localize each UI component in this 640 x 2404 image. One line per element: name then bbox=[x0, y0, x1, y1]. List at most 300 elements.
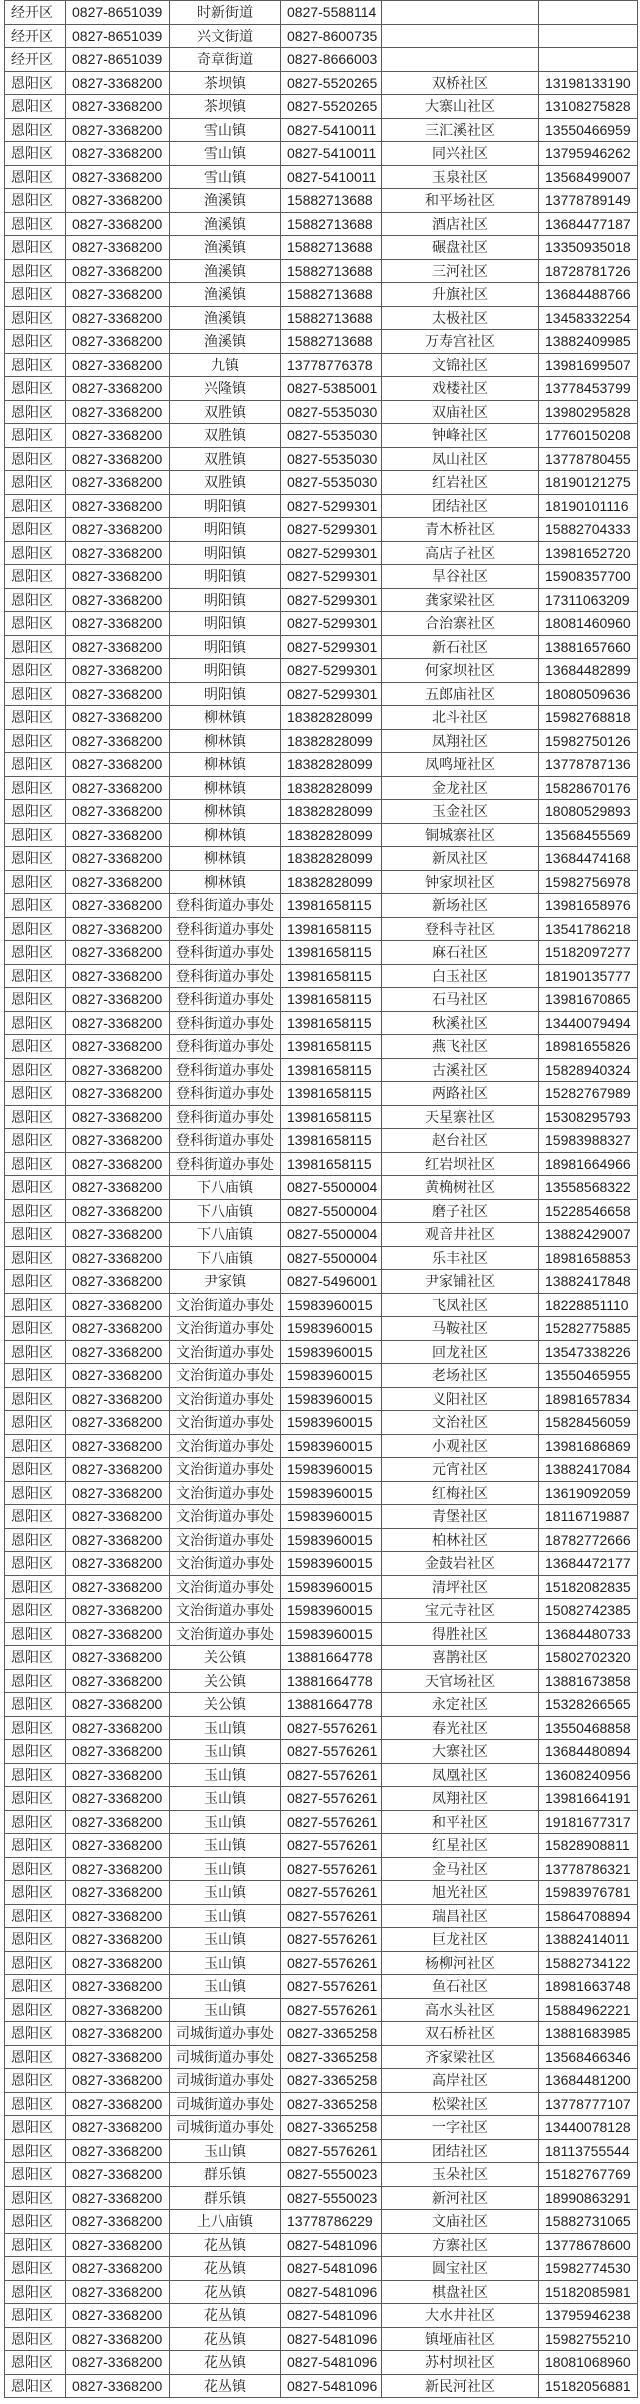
district-phone-cell: 0827-3368200 bbox=[66, 2046, 170, 2070]
town-cell: 玉山镇 bbox=[170, 1928, 281, 1952]
district-cell: 恩阳区 bbox=[5, 1129, 66, 1153]
town-cell: 明阳镇 bbox=[170, 589, 281, 613]
district-phone-cell: 0827-3368200 bbox=[66, 730, 170, 754]
town-phone-cell: 13981658115 bbox=[281, 918, 382, 942]
district-phone-cell: 0827-3368200 bbox=[66, 72, 170, 96]
district-phone-cell: 0827-3368200 bbox=[66, 1952, 170, 1976]
district-cell: 恩阳区 bbox=[5, 683, 66, 707]
town-cell: 下八庙镇 bbox=[170, 1247, 281, 1271]
town-phone-cell: 0827-8666003 bbox=[281, 48, 382, 72]
community-phone-cell: 15982768818 bbox=[539, 706, 638, 730]
town-cell: 双胜镇 bbox=[170, 471, 281, 495]
district-cell: 恩阳区 bbox=[5, 2116, 66, 2140]
community-cell: 苏村坝社区 bbox=[382, 2351, 539, 2375]
district-cell: 恩阳区 bbox=[5, 636, 66, 660]
district-cell: 恩阳区 bbox=[5, 1623, 66, 1647]
table-row bbox=[5, 988, 638, 1012]
community-phone-cell: 18081460960 bbox=[539, 612, 638, 636]
district-phone-cell: 0827-3368200 bbox=[66, 1975, 170, 1999]
district-cell: 恩阳区 bbox=[5, 589, 66, 613]
district-cell: 恩阳区 bbox=[5, 1529, 66, 1553]
district-phone-cell: 0827-3368200 bbox=[66, 1435, 170, 1459]
town-phone-cell: 0827-5299301 bbox=[281, 518, 382, 542]
town-phone-cell: 0827-5588114 bbox=[281, 1, 382, 25]
district-phone-cell: 0827-3368200 bbox=[66, 965, 170, 989]
district-phone-cell: 0827-3368200 bbox=[66, 894, 170, 918]
town-cell: 雪山镇 bbox=[170, 119, 281, 143]
district-cell: 恩阳区 bbox=[5, 1388, 66, 1412]
community-phone-cell: 15182056881 bbox=[539, 2375, 638, 2399]
district-phone-cell: 0827-3368200 bbox=[66, 119, 170, 143]
district-phone-cell: 0827-3368200 bbox=[66, 659, 170, 683]
town-phone-cell: 0827-5299301 bbox=[281, 565, 382, 589]
table-row bbox=[5, 2116, 638, 2140]
community-cell: 方寨社区 bbox=[382, 2234, 539, 2258]
table-row bbox=[5, 730, 638, 754]
community-cell: 镇垭庙社区 bbox=[382, 2328, 539, 2352]
community-phone-cell: 15864708894 bbox=[539, 1905, 638, 1929]
table-row bbox=[5, 72, 638, 96]
town-cell: 渔溪镇 bbox=[170, 189, 281, 213]
community-phone-cell: 13558568322 bbox=[539, 1176, 638, 1200]
district-cell: 经开区 bbox=[5, 48, 66, 72]
town-phone-cell: 13778776378 bbox=[281, 354, 382, 378]
town-phone-cell: 18382828099 bbox=[281, 753, 382, 777]
district-cell: 恩阳区 bbox=[5, 2351, 66, 2375]
community-phone-cell: 15983988327 bbox=[539, 1129, 638, 1153]
district-cell: 恩阳区 bbox=[5, 1270, 66, 1294]
district-phone-cell: 0827-3368200 bbox=[66, 354, 170, 378]
community-cell: 钟峰社区 bbox=[382, 424, 539, 448]
town-phone-cell: 13881664778 bbox=[281, 1693, 382, 1717]
town-cell: 登科街道办事处 bbox=[170, 941, 281, 965]
table-row bbox=[5, 495, 638, 519]
community-cell: 杨柳河社区 bbox=[382, 1952, 539, 1976]
town-cell: 文治街道办事处 bbox=[170, 1576, 281, 1600]
town-phone-cell: 0827-3365258 bbox=[281, 2046, 382, 2070]
table-row bbox=[5, 471, 638, 495]
district-cell: 恩阳区 bbox=[5, 2375, 66, 2399]
district-phone-cell: 0827-3368200 bbox=[66, 1247, 170, 1271]
community-cell: 旱谷社区 bbox=[382, 565, 539, 589]
district-phone-cell: 0827-8651039 bbox=[66, 25, 170, 49]
community-phone-cell: 13882429007 bbox=[539, 1223, 638, 1247]
community-phone-cell: 15328266565 bbox=[539, 1693, 638, 1717]
district-cell: 恩阳区 bbox=[5, 2187, 66, 2211]
district-phone-cell: 0827-3368200 bbox=[66, 1646, 170, 1670]
community-cell: 玉金社区 bbox=[382, 800, 539, 824]
town-cell: 文治街道办事处 bbox=[170, 1482, 281, 1506]
town-phone-cell: 13981658115 bbox=[281, 1012, 382, 1036]
community-phone-cell: 13568466346 bbox=[539, 2046, 638, 2070]
town-phone-cell: 0827-5535030 bbox=[281, 471, 382, 495]
community-cell: 和平社区 bbox=[382, 1811, 539, 1835]
community-phone-cell: 15983976781 bbox=[539, 1881, 638, 1905]
town-phone-cell: 15983960015 bbox=[281, 1576, 382, 1600]
district-phone-cell: 0827-3368200 bbox=[66, 1881, 170, 1905]
district-cell: 恩阳区 bbox=[5, 1012, 66, 1036]
table-row bbox=[5, 659, 638, 683]
district-cell: 恩阳区 bbox=[5, 142, 66, 166]
town-cell: 花丛镇 bbox=[170, 2351, 281, 2375]
town-cell: 登科街道办事处 bbox=[170, 1012, 281, 1036]
community-cell: 钟家坝社区 bbox=[382, 871, 539, 895]
community-cell: 白玉社区 bbox=[382, 965, 539, 989]
town-phone-cell: 0827-5576261 bbox=[281, 1928, 382, 1952]
town-phone-cell: 15983960015 bbox=[281, 1623, 382, 1647]
district-cell: 恩阳区 bbox=[5, 965, 66, 989]
community-phone-cell: 13619092059 bbox=[539, 1482, 638, 1506]
town-cell: 登科街道办事处 bbox=[170, 1059, 281, 1083]
community-cell: 新凤社区 bbox=[382, 847, 539, 871]
community-cell: 马鞍社区 bbox=[382, 1317, 539, 1341]
community-phone-cell bbox=[539, 48, 638, 72]
community-cell: 高水头社区 bbox=[382, 1999, 539, 2023]
district-cell: 恩阳区 bbox=[5, 1811, 66, 1835]
table-row bbox=[5, 1364, 638, 1388]
community-phone-cell: 13458332254 bbox=[539, 307, 638, 331]
town-cell: 登科街道办事处 bbox=[170, 1153, 281, 1177]
table-row bbox=[5, 95, 638, 119]
district-phone-cell: 0827-3368200 bbox=[66, 189, 170, 213]
community-cell: 松梁社区 bbox=[382, 2093, 539, 2117]
town-phone-cell: 15983960015 bbox=[281, 1458, 382, 1482]
table-row bbox=[5, 589, 638, 613]
town-phone-cell: 15983960015 bbox=[281, 1411, 382, 1435]
community-cell: 秋溪社区 bbox=[382, 1012, 539, 1036]
community-cell: 春光社区 bbox=[382, 1717, 539, 1741]
community-cell: 圆宝社区 bbox=[382, 2257, 539, 2281]
community-cell: 齐家梁社区 bbox=[382, 2046, 539, 2070]
table-row bbox=[5, 1153, 638, 1177]
town-phone-cell: 0827-5496001 bbox=[281, 1270, 382, 1294]
town-cell: 文治街道办事处 bbox=[170, 1458, 281, 1482]
table-row bbox=[5, 1223, 638, 1247]
community-cell: 大水井社区 bbox=[382, 2304, 539, 2328]
district-cell: 恩阳区 bbox=[5, 1106, 66, 1130]
table-row bbox=[5, 48, 638, 72]
community-cell: 同兴社区 bbox=[382, 142, 539, 166]
community-phone-cell: 15884962221 bbox=[539, 1999, 638, 2023]
community-phone-cell bbox=[539, 1, 638, 25]
district-phone-cell: 0827-3368200 bbox=[66, 871, 170, 895]
community-cell: 红星社区 bbox=[382, 1834, 539, 1858]
town-phone-cell: 15983960015 bbox=[281, 1505, 382, 1529]
district-phone-cell: 0827-3368200 bbox=[66, 260, 170, 284]
community-phone-cell: 13778453799 bbox=[539, 377, 638, 401]
district-cell: 恩阳区 bbox=[5, 1764, 66, 1788]
community-phone-cell: 18981664966 bbox=[539, 1153, 638, 1177]
table-row bbox=[5, 2163, 638, 2187]
district-phone-cell: 0827-3368200 bbox=[66, 2093, 170, 2117]
district-cell: 恩阳区 bbox=[5, 1881, 66, 1905]
community-cell: 五郎庙社区 bbox=[382, 683, 539, 707]
town-phone-cell: 0827-5576261 bbox=[281, 1740, 382, 1764]
community-cell: 回龙社区 bbox=[382, 1341, 539, 1365]
community-cell: 新河社区 bbox=[382, 2187, 539, 2211]
community-phone-cell: 15308295793 bbox=[539, 1106, 638, 1130]
community-cell: 玉泉社区 bbox=[382, 166, 539, 190]
community-cell: 柏林社区 bbox=[382, 1529, 539, 1553]
district-phone-cell: 0827-3368200 bbox=[66, 2281, 170, 2305]
table-row bbox=[5, 260, 638, 284]
district-phone-cell: 0827-3368200 bbox=[66, 401, 170, 425]
district-phone-cell: 0827-3368200 bbox=[66, 1106, 170, 1130]
town-cell: 文治街道办事处 bbox=[170, 1552, 281, 1576]
district-phone-cell: 0827-3368200 bbox=[66, 283, 170, 307]
table-row bbox=[5, 1082, 638, 1106]
town-cell: 明阳镇 bbox=[170, 683, 281, 707]
town-cell: 玉山镇 bbox=[170, 1834, 281, 1858]
district-phone-cell: 0827-3368200 bbox=[66, 2210, 170, 2234]
town-cell: 明阳镇 bbox=[170, 612, 281, 636]
community-phone-cell: 13981670865 bbox=[539, 988, 638, 1012]
table-row bbox=[5, 1552, 638, 1576]
district-phone-cell: 0827-3368200 bbox=[66, 941, 170, 965]
community-phone-cell: 13981686869 bbox=[539, 1435, 638, 1459]
district-phone-cell: 0827-3368200 bbox=[66, 2328, 170, 2352]
community-phone-cell: 18190121275 bbox=[539, 471, 638, 495]
town-cell: 柳林镇 bbox=[170, 706, 281, 730]
community-phone-cell: 13568499007 bbox=[539, 166, 638, 190]
community-phone-cell: 13778678600 bbox=[539, 2234, 638, 2258]
community-cell: 团结社区 bbox=[382, 2140, 539, 2164]
town-phone-cell: 13981658115 bbox=[281, 1153, 382, 1177]
community-phone-cell: 13882417848 bbox=[539, 1270, 638, 1294]
table-row bbox=[5, 636, 638, 660]
district-cell: 恩阳区 bbox=[5, 1458, 66, 1482]
town-cell: 明阳镇 bbox=[170, 495, 281, 519]
town-phone-cell: 15882713688 bbox=[281, 260, 382, 284]
district-cell: 经开区 bbox=[5, 1, 66, 25]
community-cell: 金鼓岩社区 bbox=[382, 1552, 539, 1576]
district-cell: 恩阳区 bbox=[5, 166, 66, 190]
district-phone-cell: 0827-3368200 bbox=[66, 1858, 170, 1882]
community-cell: 红岩社区 bbox=[382, 471, 539, 495]
community-phone-cell: 15182082835 bbox=[539, 1576, 638, 1600]
district-phone-cell: 0827-3368200 bbox=[66, 1364, 170, 1388]
town-phone-cell: 15983960015 bbox=[281, 1552, 382, 1576]
town-cell: 兴隆镇 bbox=[170, 377, 281, 401]
town-cell: 玉山镇 bbox=[170, 1858, 281, 1882]
community-phone-cell: 13881657660 bbox=[539, 636, 638, 660]
community-cell: 双石桥社区 bbox=[382, 2022, 539, 2046]
community-phone-cell: 13981699507 bbox=[539, 354, 638, 378]
district-cell: 恩阳区 bbox=[5, 871, 66, 895]
district-cell: 恩阳区 bbox=[5, 1153, 66, 1177]
district-phone-cell: 0827-3368200 bbox=[66, 1905, 170, 1929]
district-phone-cell: 0827-3368200 bbox=[66, 1999, 170, 2023]
district-cell: 恩阳区 bbox=[5, 448, 66, 472]
district-phone-cell: 0827-3368200 bbox=[66, 166, 170, 190]
community-cell: 凤山社区 bbox=[382, 448, 539, 472]
district-phone-cell: 0827-3368200 bbox=[66, 424, 170, 448]
district-cell: 恩阳区 bbox=[5, 1411, 66, 1435]
district-cell: 恩阳区 bbox=[5, 307, 66, 331]
town-cell: 玉山镇 bbox=[170, 1881, 281, 1905]
town-cell: 群乐镇 bbox=[170, 2163, 281, 2187]
town-cell: 登科街道办事处 bbox=[170, 918, 281, 942]
town-cell: 文治街道办事处 bbox=[170, 1599, 281, 1623]
district-phone-cell: 0827-3368200 bbox=[66, 1482, 170, 1506]
community-phone-cell: 15828670176 bbox=[539, 777, 638, 801]
town-cell: 玉山镇 bbox=[170, 1717, 281, 1741]
town-cell: 文治街道办事处 bbox=[170, 1505, 281, 1529]
community-cell: 天星寨社区 bbox=[382, 1106, 539, 1130]
district-cell: 恩阳区 bbox=[5, 1905, 66, 1929]
table-row bbox=[5, 1999, 638, 2023]
district-phone-cell: 0827-3368200 bbox=[66, 330, 170, 354]
town-cell: 渔溪镇 bbox=[170, 236, 281, 260]
community-cell: 凤鸣垭社区 bbox=[382, 753, 539, 777]
district-phone-cell: 0827-3368200 bbox=[66, 2022, 170, 2046]
community-phone-cell: 13778777107 bbox=[539, 2093, 638, 2117]
district-phone-cell: 0827-3368200 bbox=[66, 1505, 170, 1529]
town-phone-cell: 18382828099 bbox=[281, 777, 382, 801]
town-phone-cell: 13881664778 bbox=[281, 1646, 382, 1670]
district-phone-cell: 0827-3368200 bbox=[66, 1035, 170, 1059]
town-cell: 关公镇 bbox=[170, 1646, 281, 1670]
community-cell: 何家坝社区 bbox=[382, 659, 539, 683]
town-phone-cell: 0827-5576261 bbox=[281, 2140, 382, 2164]
town-phone-cell: 0827-5299301 bbox=[281, 636, 382, 660]
town-phone-cell: 18382828099 bbox=[281, 800, 382, 824]
community-phone-cell: 15082742385 bbox=[539, 1599, 638, 1623]
community-cell: 凤翔社区 bbox=[382, 1787, 539, 1811]
town-phone-cell: 0827-5481096 bbox=[281, 2304, 382, 2328]
district-cell: 恩阳区 bbox=[5, 471, 66, 495]
community-phone-cell: 15982756978 bbox=[539, 871, 638, 895]
town-phone-cell: 13981658115 bbox=[281, 1106, 382, 1130]
district-phone-cell: 0827-3368200 bbox=[66, 1623, 170, 1647]
district-phone-cell: 0827-3368200 bbox=[66, 495, 170, 519]
district-phone-cell: 0827-3368200 bbox=[66, 1458, 170, 1482]
district-cell: 恩阳区 bbox=[5, 1834, 66, 1858]
town-cell: 文治街道办事处 bbox=[170, 1294, 281, 1318]
table-row bbox=[5, 448, 638, 472]
community-phone-cell: 18113755544 bbox=[539, 2140, 638, 2164]
community-phone-cell: 13568455569 bbox=[539, 824, 638, 848]
community-phone-cell: 13684480733 bbox=[539, 1623, 638, 1647]
town-cell: 玉山镇 bbox=[170, 1811, 281, 1835]
district-cell: 恩阳区 bbox=[5, 1082, 66, 1106]
community-cell: 清坪社区 bbox=[382, 1576, 539, 1600]
town-cell: 明阳镇 bbox=[170, 659, 281, 683]
district-phone-cell: 0827-3368200 bbox=[66, 1717, 170, 1741]
town-cell: 上八庙镇 bbox=[170, 2210, 281, 2234]
table-row bbox=[5, 424, 638, 448]
community-phone-cell: 17311063209 bbox=[539, 589, 638, 613]
community-cell: 新石社区 bbox=[382, 636, 539, 660]
district-phone-cell: 0827-3368200 bbox=[66, 777, 170, 801]
community-phone-cell: 13778787136 bbox=[539, 753, 638, 777]
community-cell: 观音井社区 bbox=[382, 1223, 539, 1247]
town-phone-cell: 0827-3365258 bbox=[281, 2022, 382, 2046]
table-row bbox=[5, 706, 638, 730]
district-cell: 恩阳区 bbox=[5, 260, 66, 284]
community-cell: 老场社区 bbox=[382, 1364, 539, 1388]
community-cell: 红梅社区 bbox=[382, 1482, 539, 1506]
community-phone-cell: 13882417084 bbox=[539, 1458, 638, 1482]
community-phone-cell: 18981658853 bbox=[539, 1247, 638, 1271]
town-phone-cell: 0827-5481096 bbox=[281, 2281, 382, 2305]
table-row bbox=[5, 1881, 638, 1905]
town-cell: 关公镇 bbox=[170, 1693, 281, 1717]
table-row bbox=[5, 213, 638, 237]
table-row bbox=[5, 1717, 638, 1741]
district-phone-cell: 0827-3368200 bbox=[66, 1811, 170, 1835]
table-row bbox=[5, 894, 638, 918]
table-row bbox=[5, 1176, 638, 1200]
district-cell: 恩阳区 bbox=[5, 424, 66, 448]
community-cell: 合治寨社区 bbox=[382, 612, 539, 636]
community-cell: 升旗社区 bbox=[382, 283, 539, 307]
district-phone-cell: 0827-3368200 bbox=[66, 377, 170, 401]
town-phone-cell: 0827-5576261 bbox=[281, 1764, 382, 1788]
town-cell: 司城街道办事处 bbox=[170, 2069, 281, 2093]
district-phone-cell: 0827-3368200 bbox=[66, 565, 170, 589]
district-phone-cell: 0827-3368200 bbox=[66, 542, 170, 566]
table-row bbox=[5, 236, 638, 260]
table-row bbox=[5, 189, 638, 213]
community-cell: 元宵社区 bbox=[382, 1458, 539, 1482]
district-phone-cell: 0827-3368200 bbox=[66, 589, 170, 613]
community-phone-cell: 19181677317 bbox=[539, 1811, 638, 1835]
community-cell: 酒店社区 bbox=[382, 213, 539, 237]
town-cell: 玉山镇 bbox=[170, 1975, 281, 1999]
community-phone-cell: 18782772666 bbox=[539, 1529, 638, 1553]
district-cell: 恩阳区 bbox=[5, 72, 66, 96]
community-cell: 碾盘社区 bbox=[382, 236, 539, 260]
district-phone-cell: 0827-3368200 bbox=[66, 612, 170, 636]
table-row bbox=[5, 518, 638, 542]
community-phone-cell: 18116719887 bbox=[539, 1505, 638, 1529]
district-phone-cell: 0827-3368200 bbox=[66, 2163, 170, 2187]
community-phone-cell: 13440079494 bbox=[539, 1012, 638, 1036]
district-cell: 恩阳区 bbox=[5, 495, 66, 519]
table-row bbox=[5, 1787, 638, 1811]
district-cell: 恩阳区 bbox=[5, 1176, 66, 1200]
district-cell: 恩阳区 bbox=[5, 1576, 66, 1600]
town-phone-cell: 13881664778 bbox=[281, 1670, 382, 1694]
table-row bbox=[5, 1646, 638, 1670]
community-cell: 石马社区 bbox=[382, 988, 539, 1012]
table-row bbox=[5, 119, 638, 143]
table-row bbox=[5, 1435, 638, 1459]
community-cell: 铜城寨社区 bbox=[382, 824, 539, 848]
district-cell: 恩阳区 bbox=[5, 1341, 66, 1365]
town-phone-cell: 13981658115 bbox=[281, 988, 382, 1012]
community-cell: 两路社区 bbox=[382, 1082, 539, 1106]
community-cell: 太极社区 bbox=[382, 307, 539, 331]
community-cell: 小观社区 bbox=[382, 1435, 539, 1459]
district-cell: 恩阳区 bbox=[5, 1059, 66, 1083]
community-cell: 和平场社区 bbox=[382, 189, 539, 213]
table-row bbox=[5, 377, 638, 401]
table-row bbox=[5, 847, 638, 871]
community-cell: 金龙社区 bbox=[382, 777, 539, 801]
town-phone-cell: 0827-5576261 bbox=[281, 1787, 382, 1811]
table-row bbox=[5, 2304, 638, 2328]
town-cell: 花丛镇 bbox=[170, 2328, 281, 2352]
community-phone-cell: 15828940324 bbox=[539, 1059, 638, 1083]
town-phone-cell: 0827-5299301 bbox=[281, 542, 382, 566]
community-phone-cell: 18981655826 bbox=[539, 1035, 638, 1059]
community-phone-cell: 13795946262 bbox=[539, 142, 638, 166]
town-cell: 柳林镇 bbox=[170, 730, 281, 754]
community-phone-cell: 15882734122 bbox=[539, 1952, 638, 1976]
table-row bbox=[5, 871, 638, 895]
